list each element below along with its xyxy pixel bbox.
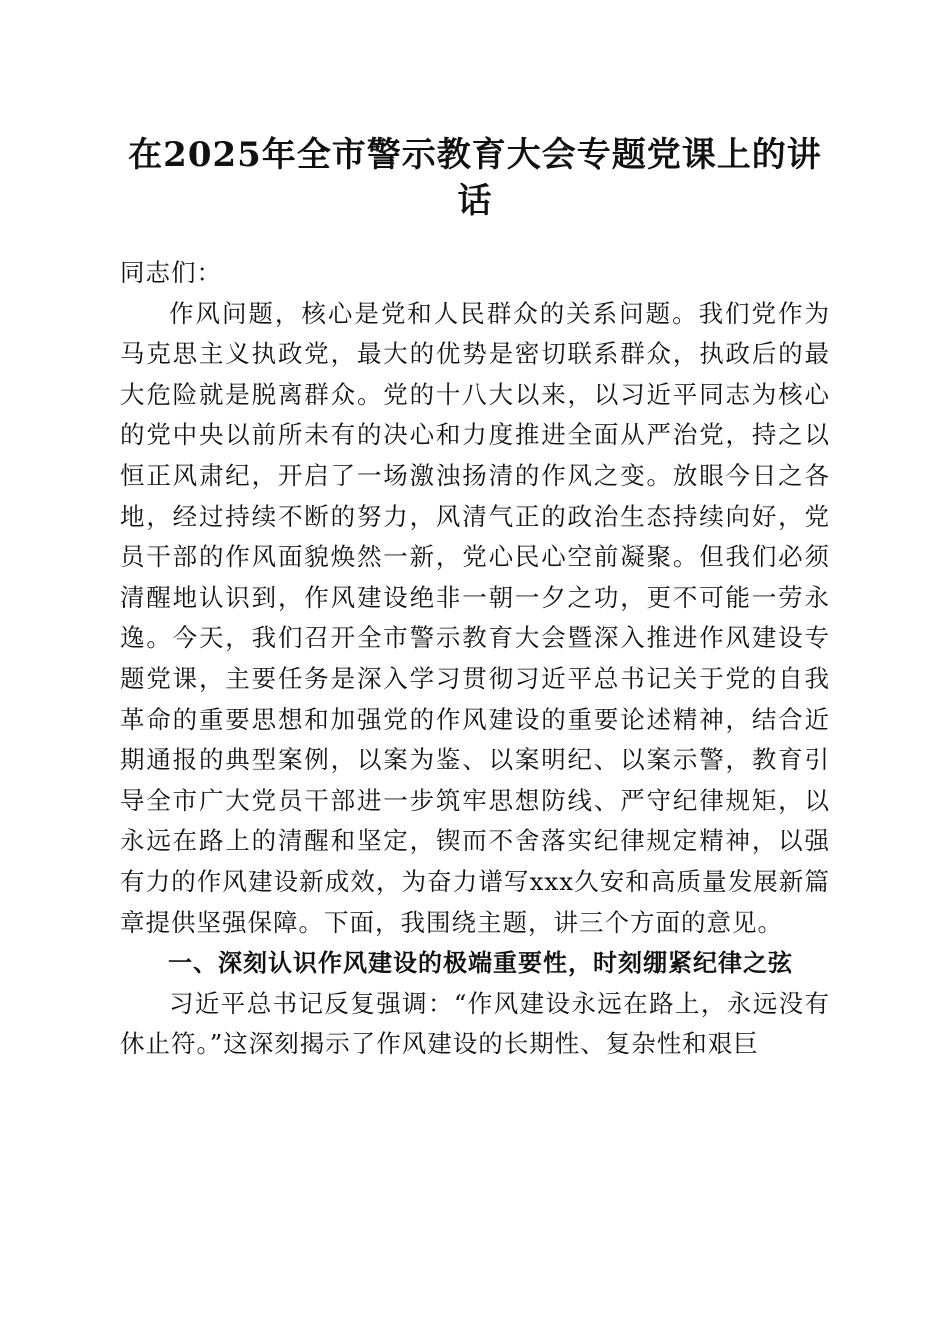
document-title: 在2025年全市警示教育大会专题党课上的讲话 bbox=[128, 135, 822, 221]
paragraph-section-1: 习近平总书记反复强调：“作风建设永远在路上，永远没有休止符。”这深刻揭示了作风建设的长期性、复杂性和艰巨 bbox=[120, 988, 830, 1059]
document-body bbox=[120, 253, 830, 1065]
greeting: 同志们： bbox=[120, 258, 222, 287]
section-heading-1: 一、深刻认识作风建设的极端重要性，时刻绷紧纪律之弦 bbox=[168, 949, 793, 978]
paragraph-intro: 作风问题，核心是党和人民群众的关系问题。我们党作为马克思主义执政党，最大的优势是密切联系群众，执政后的最大危险就是脱离群众。党的十八大以来，以习近平同志为核心的党中央以前所未有的决心和力度推进全面从严治党，持之以恒正风肃纪，开启了一场激浊扬清的作风之变。放眼今日之各地，经过持续不断的努力，风清气正的政治生态持续向好，党员干部的作风面貌焕然一新，党心民心空前凝聚。但我们必须清醒地认识到，作风建设绝非一朝一夕之功，更不可能一劳永逸。今天，我们召开全市警示教育大会暨深入推进作风建设专题党课，主要任务是深入学习贯彻习近平总书记关于党的自我革命的重要思想和加强党的作风建设的重要论述精神，结合近期通报的典型案例，以案为鉴、以案明纪、以案示警，教育引导全市广大党员干部进一步筑牢思想防线、严守纪律规矩，以永远在路上的清醒和坚定，锲而不舍落实纪律规定精神，以强有力的作风建设新成效，为奋力谱写xxx久安和高质量发展新篇章提供坚强保障。下面，我围绕主题，讲三个方面的意见。 bbox=[120, 298, 830, 937]
